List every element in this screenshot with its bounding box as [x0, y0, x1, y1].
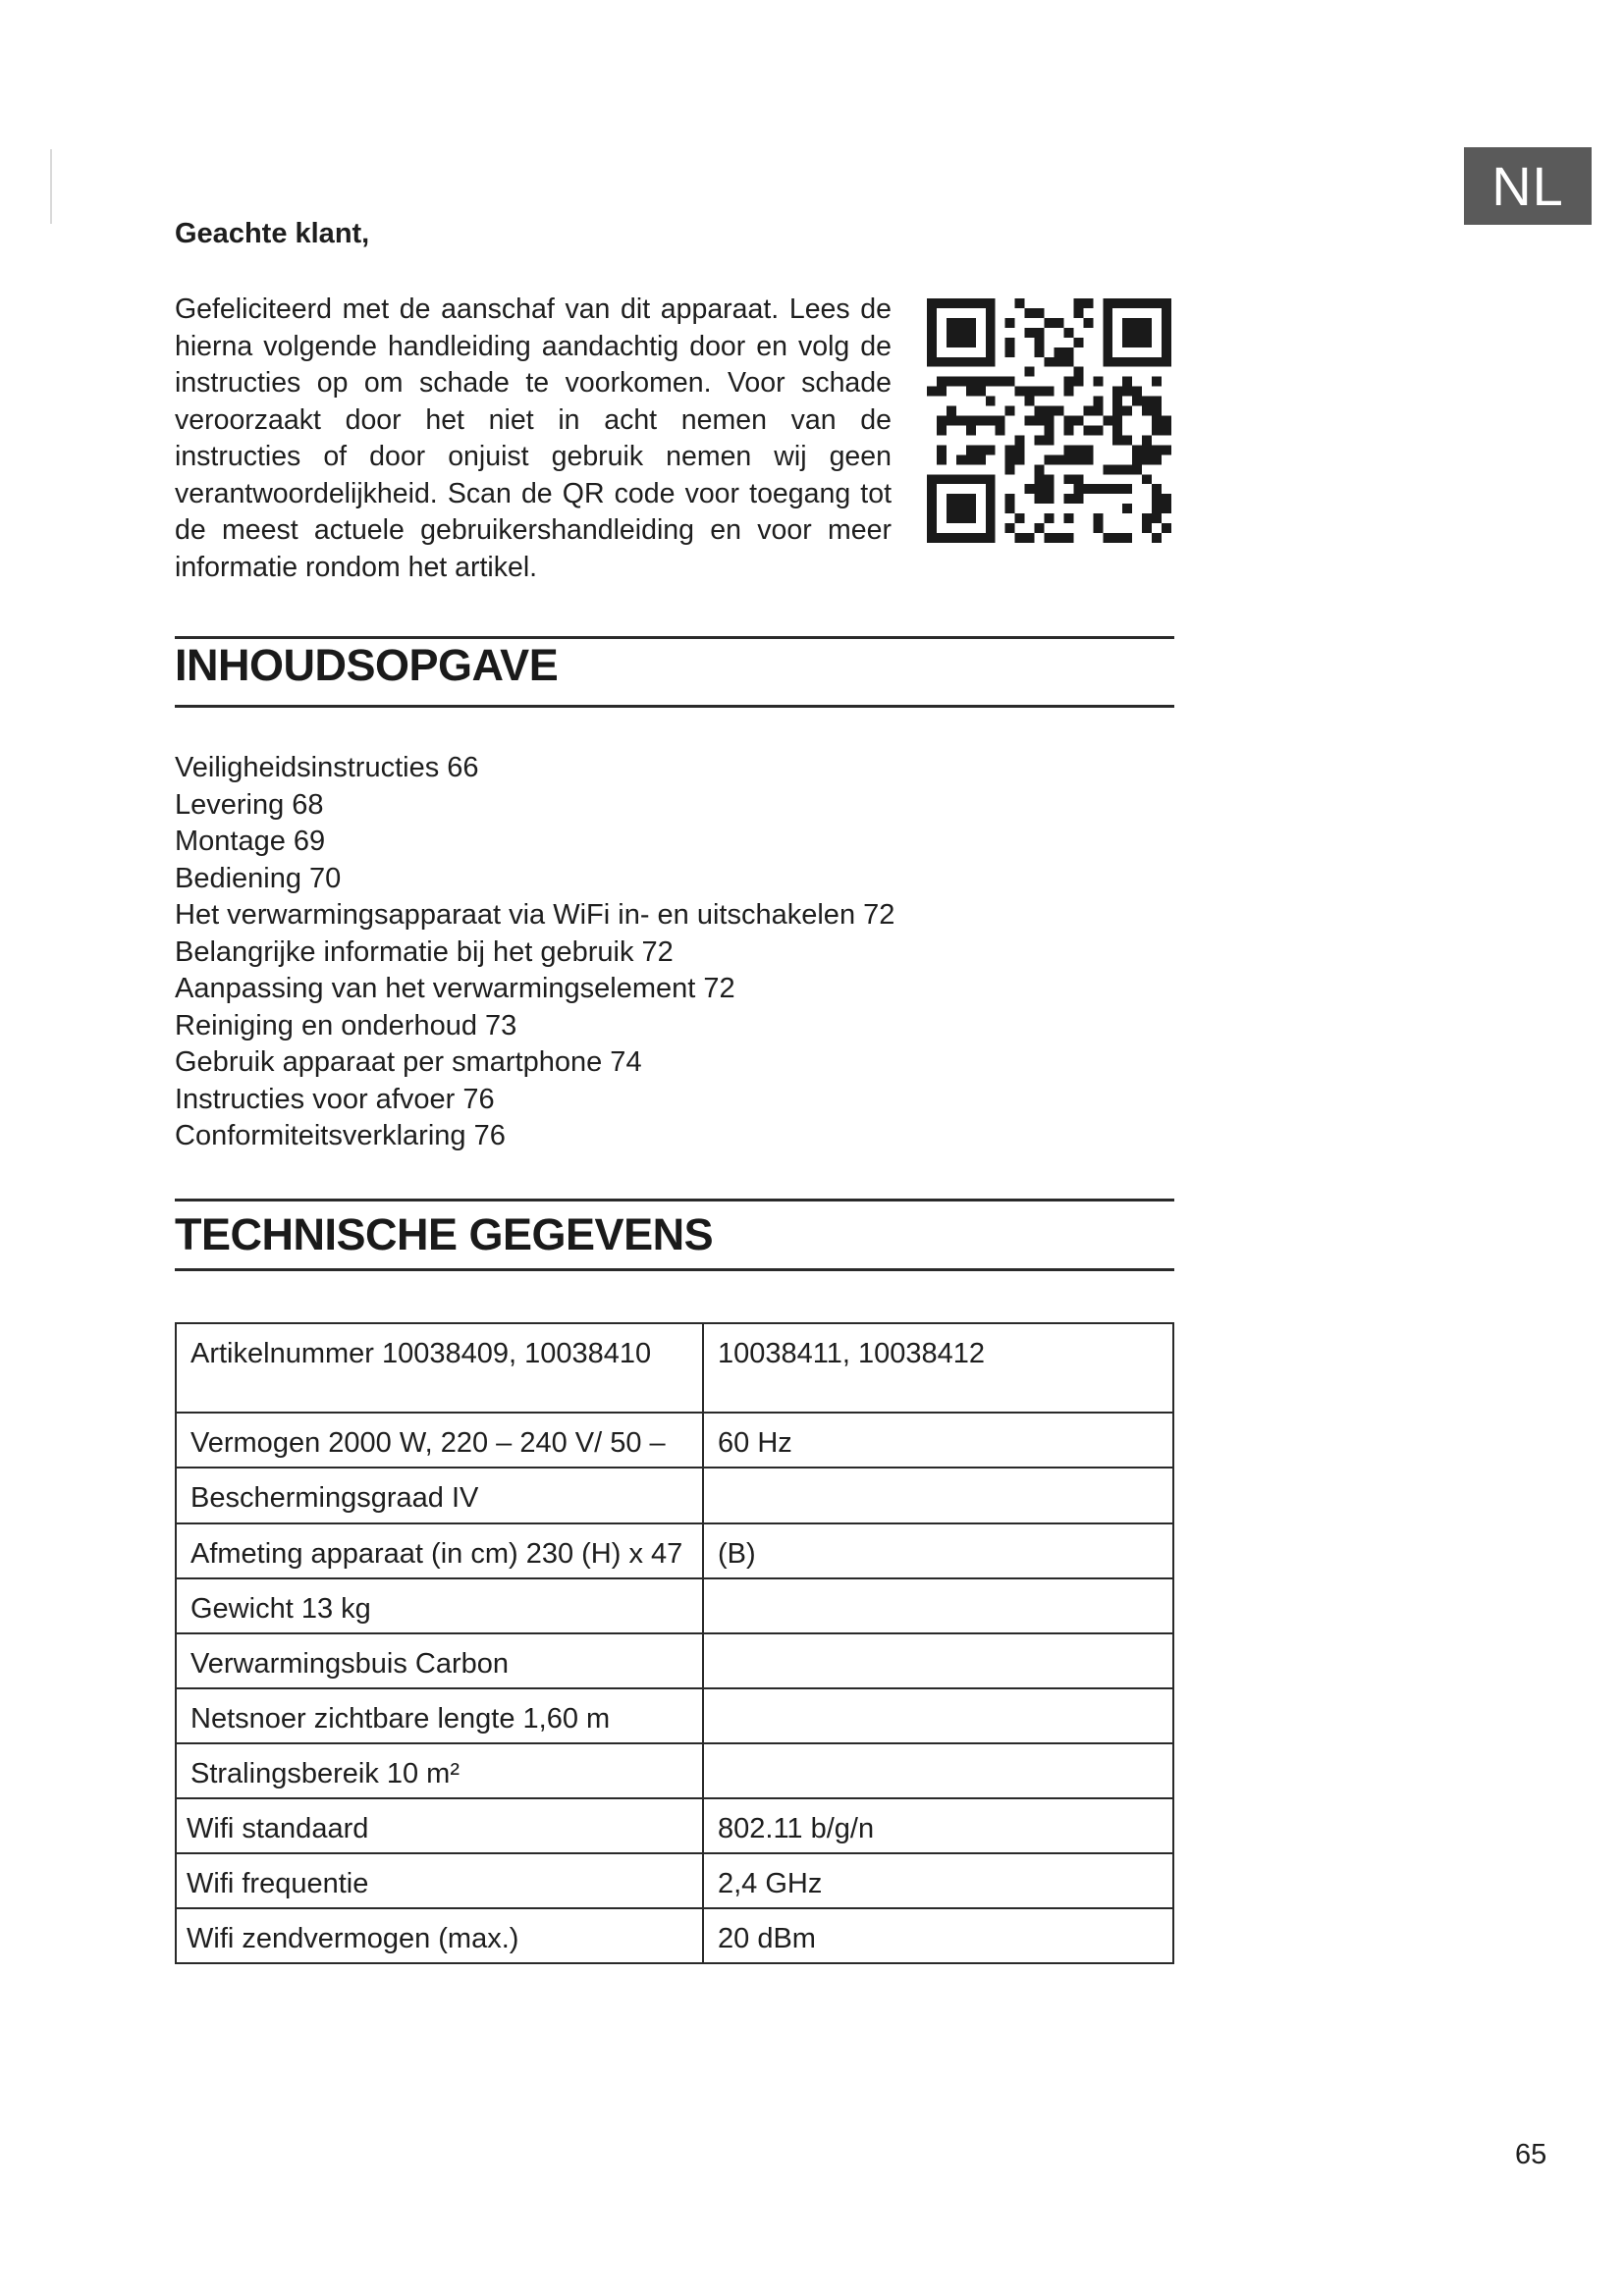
qr-module: [1035, 523, 1045, 533]
qr-module: [1112, 464, 1122, 474]
qr-module: [937, 416, 947, 426]
qr-module: [1122, 464, 1132, 474]
spec-value: [703, 1468, 1173, 1523]
qr-module: [1132, 445, 1142, 454]
qr-module: [1045, 474, 1055, 484]
qr-module: [1063, 357, 1073, 367]
spec-label: Stralingsbereik 10 m²: [176, 1743, 703, 1798]
qr-module: [1142, 474, 1152, 484]
qr-module: [1142, 523, 1152, 533]
qr-module: [1162, 494, 1171, 504]
qr-module: [966, 377, 976, 387]
toc-item[interactable]: Levering 68: [175, 788, 324, 821]
toc-item[interactable]: Montage 69: [175, 826, 326, 857]
qr-module: [937, 445, 947, 454]
qr-module: [966, 416, 976, 426]
qr-module: [1025, 328, 1035, 338]
qr-module: [1152, 425, 1162, 435]
specs-title: TECHNISCHE GEGEVENS: [175, 1209, 714, 1259]
qr-module: [1035, 494, 1045, 504]
qr-module: [1152, 377, 1162, 387]
qr-module: [1035, 308, 1045, 318]
qr-module: [1063, 513, 1073, 523]
qr-module: [1054, 533, 1063, 543]
toc-title: INHOUDSOPGAVE: [175, 640, 559, 690]
qr-module: [947, 318, 976, 347]
qr-module: [1122, 318, 1152, 347]
qr-module: [947, 377, 956, 387]
qr-module: [937, 454, 947, 464]
qr-module: [947, 416, 956, 426]
qr-module: [947, 406, 956, 416]
qr-module: [1005, 464, 1015, 474]
qr-module: [1103, 533, 1112, 543]
qr-module: [1122, 387, 1132, 397]
spec-label: Wifi standaard: [176, 1798, 703, 1853]
qr-module: [1073, 484, 1083, 494]
qr-module: [976, 387, 986, 397]
specs-bottom-rule: [175, 1268, 1174, 1271]
spec-label: Gewicht 13 kg: [176, 1578, 703, 1633]
qr-module: [1045, 494, 1055, 504]
qr-module: [1025, 308, 1035, 318]
qr-module: [1073, 338, 1083, 347]
qr-module: [1083, 318, 1093, 328]
toc-item[interactable]: Veiligheidsinstructies 66: [175, 752, 479, 783]
language-tab: NL: [1464, 147, 1592, 225]
qr-module: [1152, 445, 1162, 454]
qr-module: [1152, 406, 1162, 416]
qr-module: [1025, 416, 1035, 426]
qr-module: [1152, 416, 1162, 426]
qr-module: [927, 298, 996, 308]
qr-module: [1035, 474, 1045, 484]
qr-module: [1112, 387, 1122, 397]
table-row: [176, 1798, 1173, 1853]
qr-module: [1035, 338, 1045, 347]
spec-label: Wifi zendvermogen (max.): [176, 1908, 703, 1963]
spec-value: [703, 1633, 1173, 1688]
qr-module: [1005, 347, 1015, 357]
toc-item[interactable]: Het verwarmingsapparaat via WiFi in- en uitschakelen 72: [175, 899, 895, 931]
qr-module: [1063, 494, 1073, 504]
qr-module: [996, 425, 1005, 435]
qr-module: [1045, 425, 1055, 435]
qr-module: [1035, 347, 1045, 357]
qr-module: [1073, 454, 1083, 464]
spec-value: [703, 1688, 1173, 1743]
toc-item[interactable]: Instructies voor afvoer 76: [175, 1083, 495, 1115]
qr-module: [1162, 523, 1171, 533]
qr-module: [1045, 454, 1055, 464]
table-row: [176, 1908, 1173, 1963]
qr-module: [1093, 484, 1103, 494]
spec-label: Netsnoer zichtbare lengte 1,60 m: [176, 1688, 703, 1743]
qr-module: [1142, 406, 1152, 416]
qr-module: [1045, 406, 1055, 416]
qr-module: [1093, 377, 1103, 387]
qr-module: [1152, 533, 1162, 543]
spec-value: 10038411, 10038412: [703, 1323, 1173, 1413]
qr-module: [1122, 406, 1132, 416]
toc-top-rule: [175, 636, 1174, 639]
qr-module: [1005, 523, 1015, 533]
qr-module: [956, 454, 966, 464]
technical-specs-table: [175, 1322, 1174, 1964]
qr-module: [927, 474, 937, 543]
qr-module: [1103, 298, 1171, 308]
qr-module: [1103, 416, 1112, 426]
spec-value: (B): [703, 1523, 1173, 1578]
qr-module: [976, 377, 986, 387]
qr-module: [976, 454, 986, 464]
qr-module: [956, 416, 966, 426]
qr-module: [927, 474, 996, 484]
intro-paragraph: Gefeliciteerd met de aanschaf van dit apparaat. Lees de hierna volgende handleiding aandachtig door en volg de instructies op om schade te voorkomen. Voor schade veroorzaakt door het niet in acht nemen van de instructies of door onjuist gebruik nemen wij geen verantwoordelijkheid. Scan de QR code voor toegang tot de meest actuele gebruikershandleiding en voor meer informatie rondom het artikel.: [175, 294, 892, 583]
toc-item[interactable]: Conformiteitsverklaring 76: [175, 1120, 506, 1151]
qr-module: [1073, 298, 1083, 308]
table-row: [176, 1413, 1173, 1468]
qr-code-icon[interactable]: [927, 298, 1171, 543]
qr-module: [1054, 454, 1063, 464]
qr-module: [1025, 387, 1035, 397]
table-row: [176, 1468, 1173, 1523]
qr-module: [1015, 445, 1025, 454]
qr-module: [1152, 494, 1162, 504]
qr-module: [976, 416, 986, 426]
qr-module: [1025, 533, 1035, 543]
qr-module: [1122, 533, 1132, 543]
qr-module: [1054, 318, 1063, 328]
qr-module: [1005, 406, 1015, 416]
qr-module: [927, 387, 937, 397]
spec-value: 60 Hz: [703, 1413, 1173, 1468]
qr-module: [1132, 464, 1142, 474]
qr-module: [1045, 435, 1055, 445]
qr-module: [1132, 387, 1142, 397]
qr-module: [1162, 504, 1171, 513]
qr-module: [1045, 484, 1055, 494]
qr-module: [1122, 377, 1132, 387]
qr-module: [1054, 406, 1063, 416]
qr-module: [966, 445, 976, 454]
table-row: [176, 1323, 1173, 1413]
qr-module: [1112, 397, 1122, 406]
qr-module: [1035, 328, 1045, 338]
qr-module: [1112, 416, 1122, 426]
qr-module: [1035, 387, 1045, 397]
spec-value: 20 dBm: [703, 1908, 1173, 1963]
qr-module: [927, 298, 937, 367]
qr-module: [1025, 484, 1035, 494]
qr-module: [996, 377, 1005, 387]
qr-module: [1015, 533, 1025, 543]
qr-module: [966, 425, 976, 435]
qr-module: [1045, 357, 1055, 367]
margin-mark: [50, 149, 52, 224]
qr-module: [1063, 454, 1073, 464]
qr-module: [1083, 406, 1093, 416]
toc-item[interactable]: Belangrijke informatie bij het gebruik 72: [175, 935, 674, 968]
qr-module: [927, 357, 996, 367]
toc-item[interactable]: Reiniging en onderhoud 73: [175, 1009, 517, 1041]
qr-module: [1142, 435, 1152, 445]
specs-top-rule: [175, 1199, 1174, 1201]
qr-module: [1005, 377, 1015, 387]
qr-module: [1083, 425, 1093, 435]
qr-module: [986, 474, 996, 543]
qr-module: [1005, 454, 1015, 464]
qr-module: [1073, 474, 1083, 484]
qr-module: [1093, 513, 1103, 523]
spec-label: Wifi frequentie: [176, 1853, 703, 1908]
spec-value: 802.11 b/g/n: [703, 1798, 1173, 1853]
qr-module: [947, 494, 976, 523]
qr-module: [1045, 387, 1055, 397]
table-row: [176, 1578, 1173, 1633]
qr-module: [1152, 513, 1162, 523]
toc-bottom-rule: [175, 705, 1174, 708]
qr-module: [1073, 377, 1083, 387]
qr-module: [1112, 533, 1122, 543]
qr-module: [1093, 523, 1103, 533]
qr-module: [1063, 387, 1073, 397]
qr-module: [1015, 454, 1025, 464]
qr-module: [1045, 416, 1055, 426]
qr-module: [1045, 513, 1055, 523]
qr-module: [1015, 435, 1025, 445]
qr-module: [1142, 513, 1152, 523]
qr-module: [1035, 464, 1045, 474]
qr-module: [986, 445, 996, 454]
toc-item[interactable]: Aanpassing van het verwarmingselement 72: [175, 973, 735, 1004]
qr-module: [1152, 504, 1162, 513]
qr-module: [1152, 397, 1162, 406]
qr-module: [937, 377, 947, 387]
qr-module: [1093, 397, 1103, 406]
qr-module: [1015, 387, 1025, 397]
qr-module: [1152, 484, 1162, 494]
qr-module: [1063, 474, 1073, 484]
qr-module: [1122, 435, 1132, 445]
qr-module: [1063, 377, 1073, 387]
toc-item[interactable]: Gebruik apparaat per smartphone 74: [175, 1046, 642, 1078]
spec-label: Verwarmingsbuis Carbon: [176, 1633, 703, 1688]
qr-module: [1005, 318, 1015, 328]
qr-module: [1093, 425, 1103, 435]
spec-value: 2,4 GHz: [703, 1853, 1173, 1908]
qr-module: [1083, 298, 1093, 308]
qr-module: [966, 387, 976, 397]
salutation: Geachte klant,: [175, 218, 370, 249]
table-row: [176, 1523, 1173, 1578]
qr-module: [937, 387, 947, 397]
qr-module: [956, 377, 966, 387]
qr-module: [1093, 406, 1103, 416]
qr-module: [1015, 298, 1025, 308]
qr-module: [1162, 445, 1171, 454]
qr-module: [1005, 338, 1015, 347]
spec-value: [703, 1578, 1173, 1633]
spec-label: Artikelnummer 10038409, 10038410: [176, 1323, 703, 1413]
qr-module: [1045, 533, 1055, 543]
qr-module: [986, 298, 996, 367]
qr-module: [986, 397, 996, 406]
qr-module: [1083, 484, 1093, 494]
qr-module: [1122, 504, 1132, 513]
qr-module: [1073, 445, 1083, 454]
qr-module: [1045, 318, 1055, 328]
qr-module: [1073, 308, 1083, 318]
qr-module: [1112, 406, 1122, 416]
qr-module: [1063, 416, 1073, 426]
qr-module: [1152, 454, 1162, 464]
qr-module: [1122, 484, 1132, 494]
qr-module: [1005, 504, 1015, 513]
qr-module: [1112, 435, 1122, 445]
qr-module: [1162, 425, 1171, 435]
qr-module: [1142, 397, 1152, 406]
qr-module: [1142, 454, 1152, 464]
qr-module: [1073, 367, 1083, 377]
qr-module: [1054, 357, 1063, 367]
qr-module: [1162, 298, 1171, 367]
qr-module: [1005, 494, 1015, 504]
qr-module: [927, 533, 996, 543]
qr-module: [1103, 464, 1112, 474]
qr-module: [976, 445, 986, 454]
qr-module: [1083, 454, 1093, 464]
qr-module: [1132, 397, 1142, 406]
qr-module: [996, 416, 1005, 426]
qr-module: [986, 416, 996, 426]
qr-module: [1103, 484, 1112, 494]
table-row: [176, 1633, 1173, 1688]
spec-label: Vermogen 2000 W, 220 – 240 V/ 50 –: [176, 1413, 703, 1468]
spec-value: [703, 1743, 1173, 1798]
qr-module: [1025, 397, 1035, 406]
qr-module: [1035, 416, 1045, 426]
qr-module: [1112, 425, 1122, 435]
qr-module: [1035, 435, 1045, 445]
qr-module: [1103, 357, 1171, 367]
qr-module: [1015, 513, 1025, 523]
qr-module: [1112, 484, 1122, 494]
table-of-contents: [175, 750, 894, 1155]
qr-module: [1063, 347, 1073, 357]
table-row: [176, 1743, 1173, 1798]
qr-module: [986, 377, 996, 387]
qr-module: [966, 454, 976, 464]
qr-module: [1063, 328, 1073, 338]
qr-module: [1035, 484, 1045, 494]
qr-module: [1005, 445, 1015, 454]
qr-module: [1103, 298, 1112, 367]
page-number: 65: [1515, 2139, 1547, 2170]
qr-module: [937, 425, 947, 435]
qr-module: [1142, 445, 1152, 454]
qr-module: [1054, 347, 1063, 357]
qr-module: [1162, 416, 1171, 426]
qr-module: [1063, 533, 1073, 543]
qr-module: [1083, 445, 1093, 454]
qr-module: [1035, 406, 1045, 416]
qr-module: [1073, 494, 1083, 504]
toc-item[interactable]: Bediening 70: [175, 862, 342, 894]
spec-label: Afmeting apparaat (in cm) 230 (H) x 47: [176, 1523, 703, 1578]
spec-label: Beschermingsgraad IV: [176, 1468, 703, 1523]
qr-module: [1063, 445, 1073, 454]
qr-module: [1132, 454, 1142, 464]
qr-module: [1025, 367, 1035, 377]
table-row: [176, 1688, 1173, 1743]
qr-module: [1063, 425, 1073, 435]
table-row: [176, 1853, 1173, 1908]
qr-module: [1073, 416, 1083, 426]
